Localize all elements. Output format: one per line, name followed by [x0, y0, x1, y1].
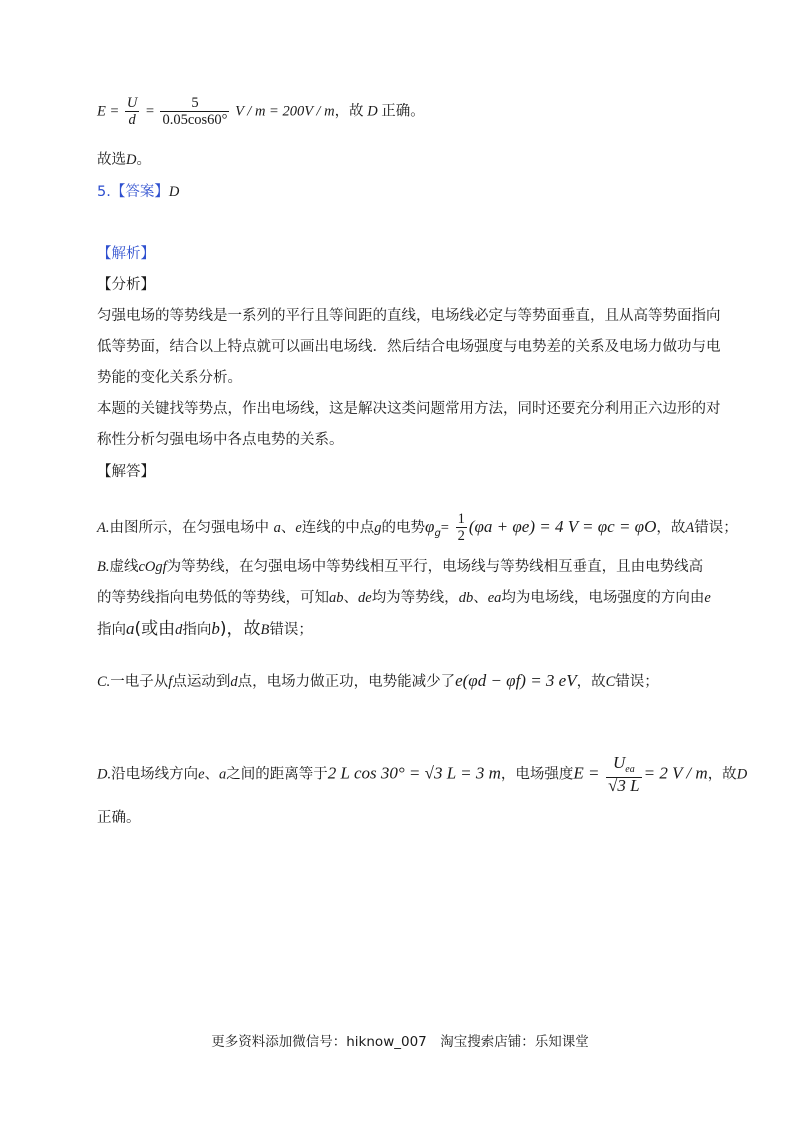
text: 虚线 — [109, 559, 139, 575]
fraction-numerator: 5 — [160, 96, 229, 112]
eq-rest: V / m = 200V / m — [235, 103, 335, 120]
sub-ea: ea — [625, 764, 635, 775]
sub-g: g — [434, 528, 441, 539]
text: )，故 — [219, 619, 261, 639]
solution-a — [97, 512, 738, 544]
var-d: d — [230, 674, 238, 690]
var-de: de — [358, 590, 372, 606]
eq-sign: = — [145, 103, 155, 120]
solution-d-line2: 正确。 — [97, 810, 141, 826]
eq-sign: = — [440, 520, 449, 536]
text: 、 — [473, 590, 488, 606]
fraction-denominator: 2 — [457, 528, 465, 544]
var-db: db — [458, 590, 474, 606]
var-e: e — [704, 590, 711, 606]
text: (或由 — [134, 619, 176, 639]
fraction-denominator: 0.05cos60° — [162, 112, 228, 128]
text: 均为等势线， — [371, 590, 459, 606]
text: 为等势线，在匀强电场中等势线相互平行，电场线与等势线相互垂直，且由电势线高 — [166, 559, 704, 575]
solution-b-line2 — [97, 588, 711, 608]
text: ，电场强度 — [500, 766, 574, 783]
var-cogf: cOgf — [138, 559, 167, 575]
select-var: D — [126, 152, 137, 168]
text: 点运动到 — [172, 674, 231, 690]
var-e: e — [295, 520, 302, 536]
var-U: U — [612, 753, 626, 772]
text: 一电子从 — [110, 674, 169, 690]
text: 、 — [343, 590, 358, 606]
text: 、 — [204, 766, 220, 783]
answer-number: 5. — [97, 184, 111, 200]
var-a: a — [273, 520, 281, 536]
fraction-denominator: d — [128, 112, 136, 128]
text: 点，电场力做正功，电势能减少了 — [237, 674, 456, 690]
text: ，故 — [707, 766, 737, 783]
eq-tail-var: D — [367, 103, 378, 120]
fraction-half — [456, 512, 467, 544]
solution-b-line3 — [97, 619, 313, 640]
answer-tag: 【答案】 — [110, 184, 169, 200]
var-a: a — [126, 619, 135, 638]
var-b: b — [211, 619, 220, 638]
fraction-5-over-cos — [160, 96, 229, 128]
text: 错误； — [615, 674, 659, 690]
label-b: B. — [97, 559, 110, 575]
text: 错误； — [269, 622, 313, 638]
var-d: d — [175, 622, 183, 638]
select-post: 。 — [136, 152, 151, 168]
var-g: g — [374, 520, 382, 536]
eq-lhs: E = — [97, 103, 120, 120]
text: 、 — [280, 520, 296, 536]
fraction-numerator: 1 — [457, 511, 465, 527]
analysis-line: 本题的关键找等势点，作出电场线，这是解决这类问题常用方法，同时还要充分利用正六边形的对 — [97, 401, 721, 417]
var-ea: ea — [487, 590, 502, 606]
fraction-denominator: √3 L — [608, 776, 640, 795]
label-d: D. — [97, 766, 112, 783]
var-f: f — [168, 674, 173, 690]
answer-line — [97, 182, 179, 202]
var-a: a — [219, 766, 227, 783]
potential-expression: (φa + φe) = 4 V = φc = φO — [468, 517, 657, 536]
var-E: E = — [573, 763, 600, 783]
text: 指向 — [182, 622, 212, 638]
eq-tail-text: ，故 — [334, 103, 364, 120]
distance-expression: 2 L cos 30° = √3 L = 3 m — [327, 763, 501, 783]
label-a: A. — [97, 520, 110, 536]
analysis-line: 势能的变化关系分析。 — [97, 370, 242, 386]
text: 的等势线指向电势低的等势线，可知 — [97, 590, 329, 606]
energy-expression: e(φd − φf) = 3 eV — [455, 671, 577, 690]
section-fenxi: 【分析】 — [97, 277, 155, 293]
label-c: C. — [97, 674, 111, 690]
text: 均为电场线，电场强度的方向由 — [501, 590, 705, 606]
text: 由图所示，在匀强电场中 — [109, 520, 269, 536]
analysis-line: 称性分析匀强电场中各点电势的关系。 — [97, 432, 344, 448]
var-ab: ab — [329, 590, 344, 606]
section-jiexi: 【解析】 — [97, 246, 155, 262]
analysis-line: 匀强电场的等势线是一系列的平行且等间距的直线，电场线必定与等势面垂直，且从高等势面指向 — [97, 308, 721, 324]
field-value: = 2 V / m — [643, 763, 708, 783]
fraction-numerator: U — [126, 95, 138, 111]
text: 错误； — [694, 520, 738, 536]
var-A: A — [685, 520, 695, 536]
text: 之间的距离等于 — [226, 766, 328, 783]
text: 的电势 — [381, 520, 426, 536]
var-D: D — [736, 766, 748, 783]
text: ，故 — [576, 674, 606, 690]
var-B: B — [260, 622, 270, 638]
eq-tail-post: 正确。 — [381, 103, 425, 120]
solution-d-line1 — [97, 755, 747, 794]
solution-c — [97, 671, 659, 692]
text: 指向 — [97, 622, 126, 638]
solution-b-line1 — [97, 557, 703, 577]
phi-symbol: φ — [425, 517, 435, 536]
text: ，故 — [656, 520, 686, 536]
analysis-line: 低等势面，结合以上特点就可以画出电场线．然后结合电场强度与电势差的关系及电场力做功与电 — [97, 339, 721, 355]
fraction-numerator — [606, 755, 642, 778]
section-jieda: 【解答】 — [97, 464, 155, 480]
fraction-u-over-root3l — [606, 755, 642, 794]
select-line — [97, 150, 151, 170]
page-footer: 更多资料添加微信号：hiknow_007 淘宝搜索店铺：乐知课堂 — [211, 1034, 589, 1050]
select-text: 故选 — [97, 152, 126, 168]
text: 沿电场线方向 — [111, 766, 199, 783]
var-e: e — [198, 766, 205, 783]
answer-var: D — [168, 184, 180, 200]
fraction-u-over-d — [125, 96, 139, 128]
var-C: C — [605, 674, 616, 690]
text: 连线的中点 — [301, 520, 375, 536]
equation-e-field — [97, 96, 425, 128]
